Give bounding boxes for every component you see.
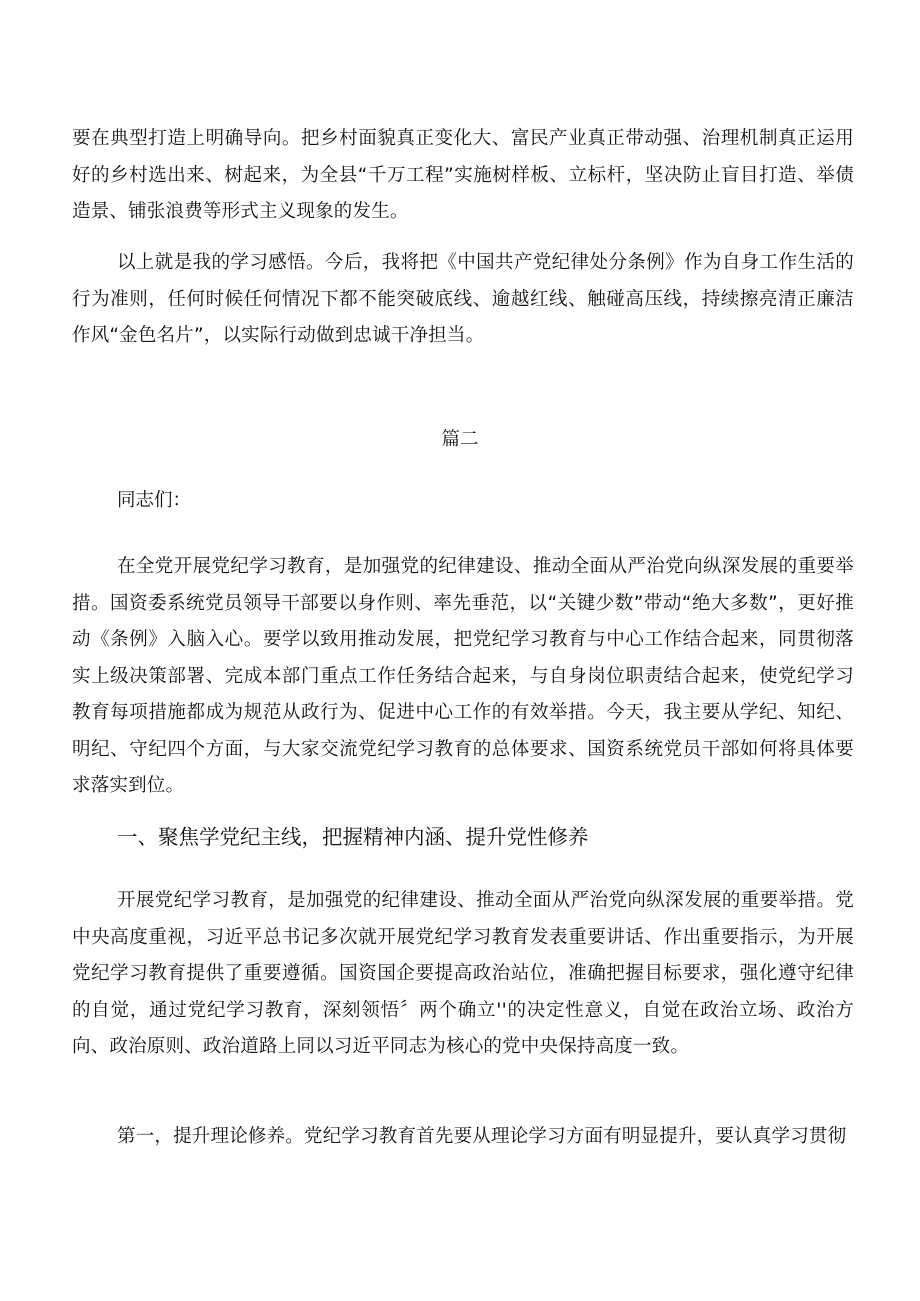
paragraph-party-discipline-education: 在全党开展党纪学习教育，是加强党的纪律建设、推动全面从严治党向纵深发展的重要举措。国资委系统党员领导干部要以身作则、率先垂范，以“关键少数”带动“绝大多数”，更好推动《条例》入脑入心。要学以致用推动发展，把党纪学习教育与中心工作结合起来，同贯彻落实上级决策部署、完成本部门重点工作任务结合起来，与自身岗位职责结合起来，使党纪学习教育每项措施都成为规范从政行为、促进中心工作的有效举措。今天，我主要从学纪、知纪、明纪、守纪四个方面，与大家交流党纪学习教育的总体要求、国资系统党员干部如何将具体要求落实到位。 [72, 556, 854, 796]
section-title: 篇二 [441, 429, 479, 450]
paragraph-typical-building: 要在典型打造上明确导向。把乡村面貌真正变化大、富民产业真正带动强、治理机制真正运用好的乡村选出来、树起来，为全县“千万工程”实施树样板、立标杆，坚决防止盲目打造、举债造景、铺张浪费等形式主义现象的发生。 [72, 128, 854, 222]
salutation: 同志们： [117, 490, 192, 511]
paragraph-central-attention: 开展党纪学习教育，是加强党的纪律建设、推动全面从严治党向纵深发展的重要举措。党中央高度重视，习近平总书记多次就开展党纪学习教育发表重要讲话、作出重要指示，为开展党纪学习教育提供了重要遵循。国资国企要提高政治站位，准确把握目标要求，强化遵守纪律的自觉，通过党纪学习教育，深刻领悟〞两个确立''的决定性意义，自觉在政治立场、政治方向、政治原则、政治道路上同以习近平同志为核心的党中央保持高度一致。 [72, 890, 854, 1057]
paragraph-first-theory: 第一，提升理论修养。党纪学习教育首先要从理论学习方面有明显提升，要认真学习贯彻 [117, 1126, 847, 1147]
heading-focus-learning-discipline: 一、聚焦学党纪主线，把握精神内涵、提升党性修养 [117, 825, 589, 849]
paragraph-learning-reflection: 以上就是我的学习感悟。今后，我将把《中国共产党纪律处分条例》作为自身工作生活的行为准则，任何时候任何情况下都不能突破底线、逾越红线、触碰高压线，持续擦亮清正廉洁作风“金色名片”，以实际行动做到忠诚干净担当。 [72, 252, 854, 346]
